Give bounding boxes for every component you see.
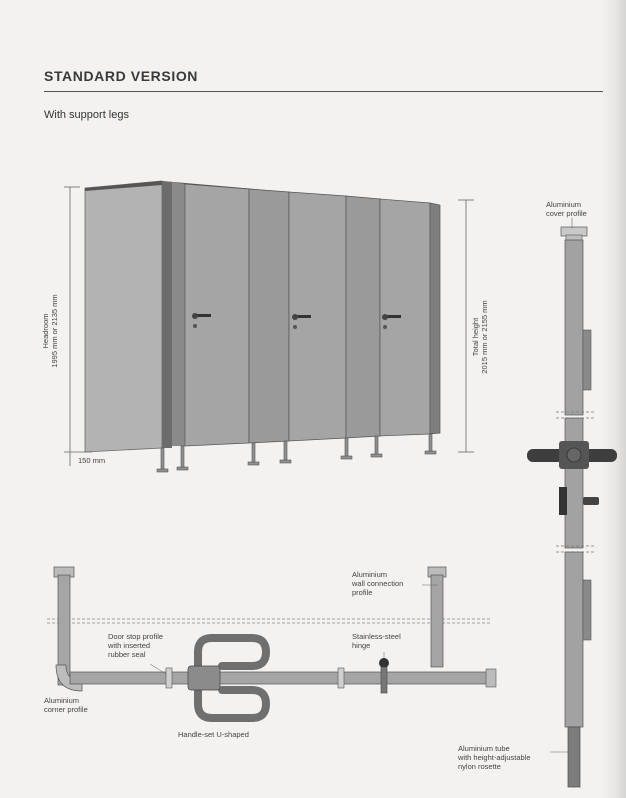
hinge-line2: hinge <box>352 641 371 650</box>
tube-line2: with height-adjustable <box>458 753 531 762</box>
corner-line2: corner profile <box>44 705 88 714</box>
hinge-line1: Stainless-steel <box>352 632 401 641</box>
page-subtitle: With support legs <box>44 109 129 121</box>
wall-connection-line3: profile <box>352 588 373 597</box>
page-title: STANDARD VERSION <box>44 68 199 84</box>
wall-connection-line1: Aluminium <box>352 570 388 579</box>
wall-connection-profile-label <box>352 570 403 597</box>
total-height-title: Total height <box>471 317 480 357</box>
door-stop-line3: rubber seal <box>108 650 146 659</box>
door-stop-line1: Door stop profile <box>108 632 164 641</box>
total-height-value: 2015 mm or 2155 mm <box>480 300 489 374</box>
door-stop-profile-label <box>108 632 163 659</box>
cover-profile-line1: Aluminium <box>546 200 582 209</box>
wall-connection-line2: wall connection <box>352 579 404 588</box>
corner-line1: Aluminium <box>44 696 80 705</box>
leg-height-label: 150 mm <box>78 456 106 465</box>
headroom-value: 1995 mm or 2135 mm <box>50 294 59 368</box>
cover-profile-line2: cover profile <box>546 209 587 218</box>
tube-line1: Aluminium tube <box>458 744 510 753</box>
corner-profile-label <box>44 696 88 714</box>
handle-set-label: Handle-set U-shaped <box>178 730 249 739</box>
tube-line3: nylon rosette <box>458 762 501 771</box>
door-stop-line2: with inserted <box>108 641 151 650</box>
stainless-steel-hinge-label <box>352 632 401 650</box>
headroom-title: Headroom <box>41 313 50 349</box>
